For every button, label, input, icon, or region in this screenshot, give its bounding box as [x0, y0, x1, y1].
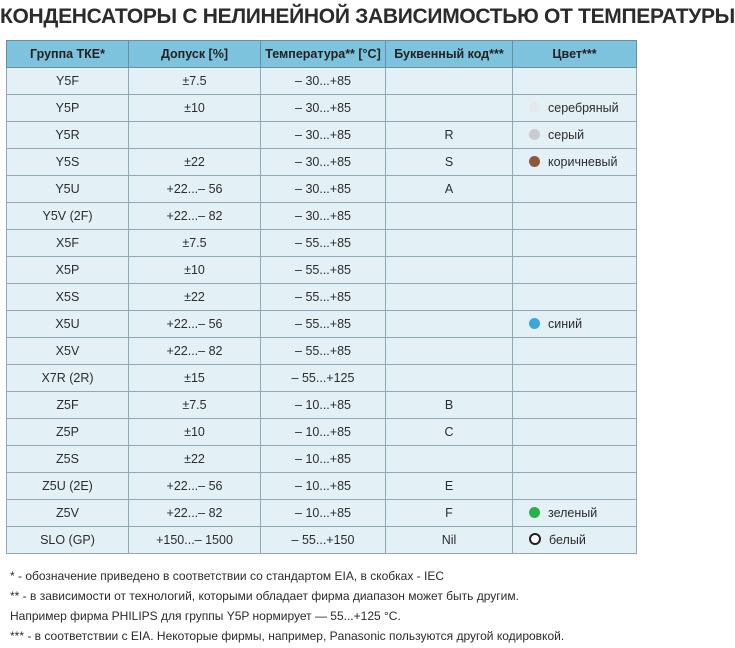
- cell-letter-code: [386, 338, 513, 365]
- cell-letter-code: Nil: [386, 527, 513, 554]
- cell-temperature: – 30...+85: [261, 68, 386, 95]
- cell-tolerance: +22...– 82: [129, 338, 261, 365]
- table-row: [7, 122, 637, 149]
- cell-color: [513, 500, 637, 527]
- cell-letter-code: [386, 230, 513, 257]
- cell-color: [513, 122, 637, 149]
- cell-color: [513, 149, 637, 176]
- cell-temperature: – 30...+85: [261, 203, 386, 230]
- cell-temperature: – 10...+85: [261, 419, 386, 446]
- table-row: [7, 419, 637, 446]
- cell-color: [513, 257, 637, 284]
- cell-temperature: – 10...+85: [261, 446, 386, 473]
- cell-group: Y5R: [7, 122, 129, 149]
- cell-color: [513, 419, 637, 446]
- cell-color: [513, 95, 637, 122]
- page-title: КОНДЕНСАТОРЫ С НЕЛИНЕЙНОЙ ЗАВИСИМОСТЬЮ ОТ ТЕМПЕРАТУРЫ: [0, 5, 735, 28]
- cell-tolerance: [129, 122, 261, 149]
- table-row: [7, 365, 637, 392]
- table-row: [7, 68, 637, 95]
- table-row: [7, 527, 637, 554]
- cell-letter-code: C: [386, 419, 513, 446]
- cell-color: [513, 203, 637, 230]
- cell-temperature: – 10...+85: [261, 473, 386, 500]
- table-row: [7, 311, 637, 338]
- table-header-row: [7, 41, 637, 68]
- cell-tolerance: ±7.5: [129, 392, 261, 419]
- cell-group: X5S: [7, 284, 129, 311]
- footnote-2: ** - в зависимости от технологий, которыми обладает фирма диапазон может быть другим.: [10, 589, 519, 603]
- cell-tolerance: +22...– 82: [129, 500, 261, 527]
- cell-temperature: – 30...+85: [261, 149, 386, 176]
- table-row: [7, 446, 637, 473]
- cell-temperature: – 55...+85: [261, 257, 386, 284]
- cell-group: X7R (2R): [7, 365, 129, 392]
- cell-letter-code: B: [386, 392, 513, 419]
- cell-letter-code: [386, 203, 513, 230]
- color-label: зеленый: [548, 506, 598, 520]
- cell-color: [513, 446, 637, 473]
- cell-temperature: – 55...+85: [261, 311, 386, 338]
- cell-temperature: – 10...+85: [261, 392, 386, 419]
- cell-letter-code: F: [386, 500, 513, 527]
- cell-temperature: – 10...+85: [261, 500, 386, 527]
- cell-tolerance: +150...– 1500: [129, 527, 261, 554]
- cell-letter-code: R: [386, 122, 513, 149]
- table-body: [7, 68, 637, 554]
- cell-group: Z5V: [7, 500, 129, 527]
- cell-letter-code: A: [386, 176, 513, 203]
- cell-group: Z5U (2E): [7, 473, 129, 500]
- cell-temperature: – 55...+85: [261, 230, 386, 257]
- cell-tolerance: ±10: [129, 419, 261, 446]
- cell-temperature: – 55...+150: [261, 527, 386, 554]
- cell-tolerance: ±22: [129, 149, 261, 176]
- color-label: серый: [548, 128, 585, 142]
- cell-color: [513, 68, 637, 95]
- cell-letter-code: [386, 284, 513, 311]
- color-swatch-icon: [529, 156, 540, 167]
- footnote-4: *** - в соответствии с EIA. Некоторые фирмы, например, Panasonic пользуются другой кодировкой.: [10, 629, 565, 643]
- footnote-1: * - обозначение приведено в соответствии со стандартом EIA, в скобках - IEC: [10, 569, 444, 583]
- cell-tolerance: ±10: [129, 95, 261, 122]
- cell-color: [513, 527, 637, 554]
- cell-temperature: – 30...+85: [261, 122, 386, 149]
- color-label: белый: [549, 533, 586, 547]
- cell-letter-code: S: [386, 149, 513, 176]
- cell-letter-code: [386, 446, 513, 473]
- color-label: синий: [548, 317, 583, 331]
- header-group: Группа ТКЕ*: [7, 41, 129, 68]
- header-temperature: Температура** [°C]: [261, 41, 386, 68]
- table-row: [7, 230, 637, 257]
- cell-temperature: – 55...+85: [261, 338, 386, 365]
- table-row: [7, 203, 637, 230]
- cell-letter-code: [386, 365, 513, 392]
- cell-group: Y5F: [7, 68, 129, 95]
- cell-color: [513, 176, 637, 203]
- table-row: [7, 257, 637, 284]
- color-swatch-icon: [529, 318, 540, 329]
- cell-tolerance: ±7.5: [129, 68, 261, 95]
- color-swatch-icon: [529, 533, 541, 545]
- header-tolerance: Допуск [%]: [129, 41, 261, 68]
- cell-group: Z5F: [7, 392, 129, 419]
- table-row: [7, 284, 637, 311]
- cell-tolerance: +22...– 56: [129, 176, 261, 203]
- cell-color: [513, 365, 637, 392]
- color-swatch-icon: [529, 102, 540, 113]
- cell-letter-code: E: [386, 473, 513, 500]
- cell-group: Y5P: [7, 95, 129, 122]
- cell-group: Z5S: [7, 446, 129, 473]
- table-row: [7, 500, 637, 527]
- cell-group: Y5V (2F): [7, 203, 129, 230]
- cell-color: [513, 338, 637, 365]
- cell-tolerance: ±22: [129, 446, 261, 473]
- cell-group: Y5S: [7, 149, 129, 176]
- cell-temperature: – 30...+85: [261, 176, 386, 203]
- cell-group: Y5U: [7, 176, 129, 203]
- cell-tolerance: +22...– 56: [129, 473, 261, 500]
- cell-group: X5V: [7, 338, 129, 365]
- footnotes: [10, 566, 634, 646]
- table-row: [7, 176, 637, 203]
- color-label: серебряный: [548, 101, 619, 115]
- cell-tolerance: ±15: [129, 365, 261, 392]
- table-row: [7, 338, 637, 365]
- cell-color: [513, 392, 637, 419]
- cell-letter-code: [386, 311, 513, 338]
- cell-tolerance: ±7.5: [129, 230, 261, 257]
- cell-color: [513, 284, 637, 311]
- cell-temperature: – 55...+85: [261, 284, 386, 311]
- cell-temperature: – 55...+125: [261, 365, 386, 392]
- cell-tolerance: +22...– 82: [129, 203, 261, 230]
- table-row: [7, 392, 637, 419]
- color-swatch-icon: [529, 129, 540, 140]
- tke-table: [6, 40, 637, 554]
- color-label: коричневый: [548, 155, 618, 169]
- color-swatch-icon: [529, 507, 540, 518]
- table-row: [7, 95, 637, 122]
- table-row: [7, 473, 637, 500]
- cell-group: X5F: [7, 230, 129, 257]
- cell-color: [513, 230, 637, 257]
- cell-temperature: – 30...+85: [261, 95, 386, 122]
- cell-letter-code: [386, 68, 513, 95]
- cell-tolerance: +22...– 56: [129, 311, 261, 338]
- table-row: [7, 149, 637, 176]
- cell-tolerance: ±10: [129, 257, 261, 284]
- cell-group: Z5P: [7, 419, 129, 446]
- header-color: Цвет***: [513, 41, 637, 68]
- header-letter-code: Буквенный код***: [386, 41, 513, 68]
- cell-letter-code: [386, 95, 513, 122]
- cell-color: [513, 473, 637, 500]
- cell-group: X5U: [7, 311, 129, 338]
- cell-color: [513, 311, 637, 338]
- footnote-3: Например фирма PHILIPS для группы Y5P нормирует — 55...+125 °С.: [10, 609, 401, 623]
- cell-letter-code: [386, 257, 513, 284]
- cell-group: SLO (GP): [7, 527, 129, 554]
- cell-tolerance: ±22: [129, 284, 261, 311]
- cell-group: X5P: [7, 257, 129, 284]
